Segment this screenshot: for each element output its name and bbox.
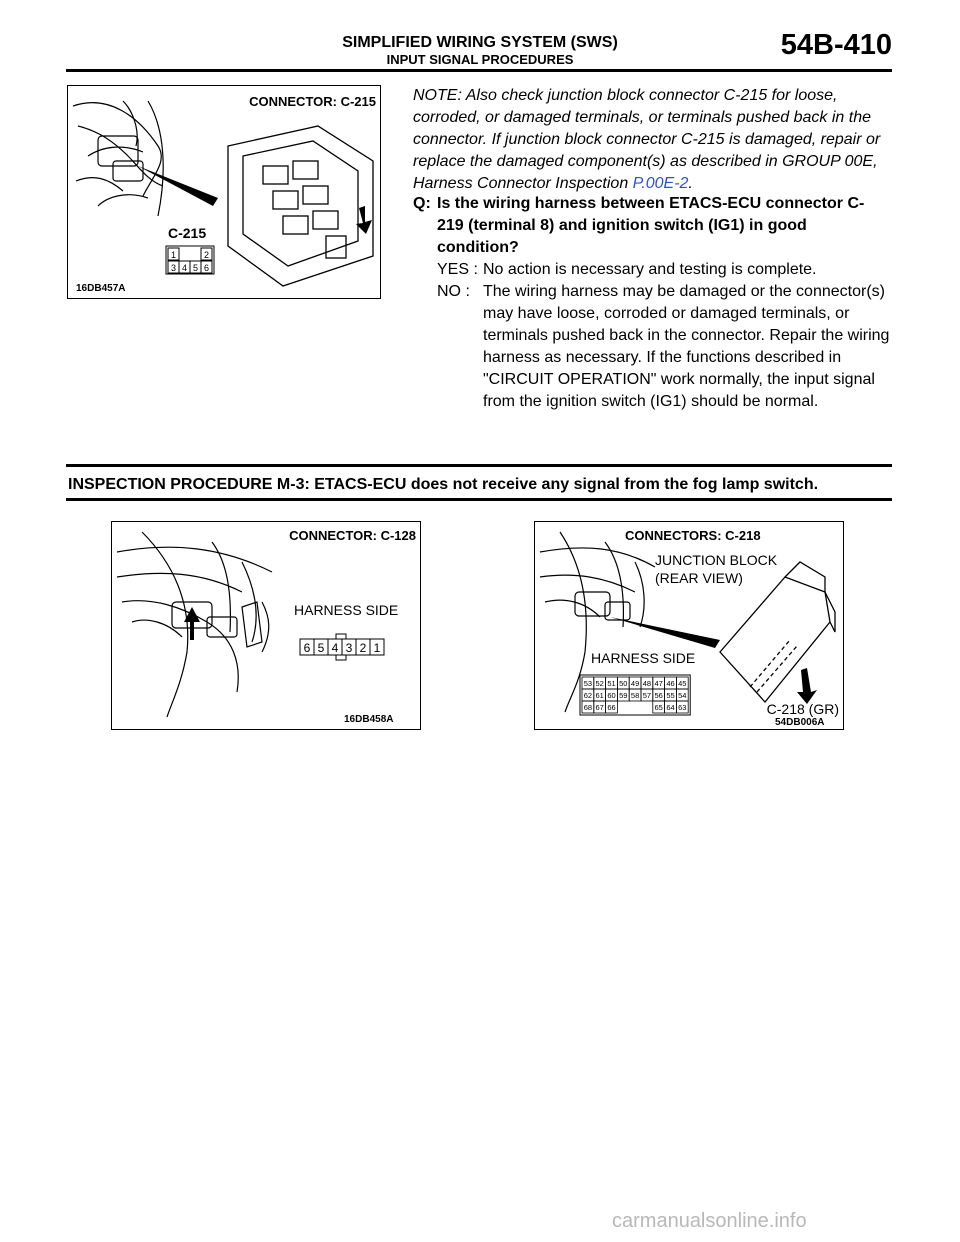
pin-2: 2 [359, 641, 367, 655]
pin-54: 54 [678, 691, 687, 700]
procedure-rule-bottom [66, 498, 892, 501]
pointer-arrow [138, 166, 218, 206]
connector-label: CONNECTOR: C-215 [249, 94, 376, 109]
junction-block-drawing [228, 126, 373, 286]
note-text: NOTE: Also check junction block connector C-215 for loose, corroded, or damaged terminals, or terminals pushed back in the connector. If junction block connector C-215 is damaged, repair or replace the damaged component(s) as described in GROUP 00E, Harness Connector Inspection [413, 87, 881, 192]
pin-56: 56 [654, 691, 663, 700]
pin-53: 53 [583, 679, 593, 688]
question-label: Q: [413, 195, 431, 212]
harness-side-label: HARNESS SIDE [591, 650, 696, 666]
yes-label: YES : [437, 261, 478, 278]
pin-1: 1 [373, 641, 381, 655]
pin-3: 3 [345, 641, 353, 655]
connector-c218-illustration [535, 522, 843, 729]
pin-6: 6 [303, 641, 311, 655]
dashboard-drawing [117, 532, 272, 717]
pin-4: 4 [181, 263, 188, 273]
answer-yes [437, 259, 892, 281]
pin-3: 3 [170, 263, 177, 273]
pin-68: 68 [583, 703, 593, 712]
figure-code: 16DB458A [344, 714, 394, 725]
pin-64: 64 [666, 703, 675, 712]
procedure-title: INSPECTION PROCEDURE M-3: ETACS-ECU does not receive any signal from the fog lamp switch. [68, 476, 819, 493]
pin-62: 62 [583, 691, 593, 700]
pin-47: 47 [654, 679, 663, 688]
procedure-rule-top [66, 464, 892, 467]
connector-label: CONNECTOR: C-128 [289, 528, 416, 543]
pin-5: 5 [317, 641, 325, 655]
figure-connector-c128 [111, 521, 421, 730]
figure-code: 54DB006A [775, 717, 825, 728]
pin-57: 57 [642, 691, 652, 700]
answer-no [437, 281, 892, 413]
pin-50: 50 [619, 679, 628, 688]
connector-callout: C-215 [168, 225, 207, 241]
pin-51: 51 [607, 679, 616, 688]
connector-c215-illustration [68, 86, 380, 298]
pin-diagram [300, 634, 384, 660]
connector-c128-illustration [112, 522, 420, 729]
pin-59: 59 [619, 691, 628, 700]
figure-connector-c215 [67, 85, 381, 299]
harness-side-label: HARNESS SIDE [294, 602, 399, 618]
pin-63: 63 [678, 703, 687, 712]
page-number: 54B-410 [780, 29, 892, 61]
pin-58: 58 [630, 691, 640, 700]
pin-66: 66 [607, 703, 616, 712]
pin-65: 65 [654, 703, 663, 712]
pointer-arrow-shaft [190, 622, 194, 640]
pointer-arrow [610, 617, 720, 648]
note-tail: . [688, 175, 693, 192]
no-label: NO : [437, 283, 470, 300]
pin-2: 2 [203, 250, 210, 260]
pin-46: 46 [666, 679, 675, 688]
pin-49: 49 [630, 679, 640, 688]
pin-48: 48 [642, 679, 652, 688]
connector-callout: C-218 (GR) [766, 701, 839, 717]
pin-5: 5 [192, 263, 199, 273]
no-text: The wiring harness may be damaged or the connector(s) may have loose, corroded or damaged terminals, or terminals pushed back in the connector. Repair the wiring harness as necessary. If the functions described in "CIRCUIT OPERATION" work normally, the input signal from the ignition switch (IG1) should be normal. [483, 283, 890, 410]
connector-arrow [797, 668, 817, 704]
pin-55: 55 [666, 691, 675, 700]
yes-text: No action is necessary and testing is complete. [483, 261, 817, 278]
note-link[interactable]: P.00E-2 [632, 175, 689, 192]
connector-label: CONNECTORS: C-218 [625, 528, 761, 543]
pin-1: 1 [170, 250, 177, 260]
pin-52: 52 [595, 679, 604, 688]
section-subtitle: INPUT SIGNAL PROCEDURES [386, 52, 574, 67]
figure-code: 16DB457A [76, 283, 126, 294]
pin-61: 61 [595, 691, 604, 700]
question-text: Is the wiring harness between ETACS-ECU connector C-219 (terminal 8) and ignition switch (IG1) in good condition? [437, 195, 865, 256]
junction-label-line1: JUNCTION BLOCK [655, 552, 778, 568]
header-rule [66, 69, 892, 72]
pin-grid [580, 675, 690, 715]
junction-label-line2: (REAR VIEW) [655, 570, 743, 586]
pin-6: 6 [203, 263, 210, 273]
pin-4: 4 [331, 641, 339, 655]
note-paragraph [413, 85, 883, 195]
pin-67: 67 [595, 703, 604, 712]
question [413, 193, 883, 259]
pin-45: 45 [678, 679, 687, 688]
watermark: carmanualsonline.info [612, 1210, 807, 1232]
harness-drawing [73, 101, 163, 216]
pin-60: 60 [607, 691, 616, 700]
figure-connector-c218 [534, 521, 844, 730]
section-title: SIMPLIFIED WIRING SYSTEM (SWS) [342, 34, 618, 51]
